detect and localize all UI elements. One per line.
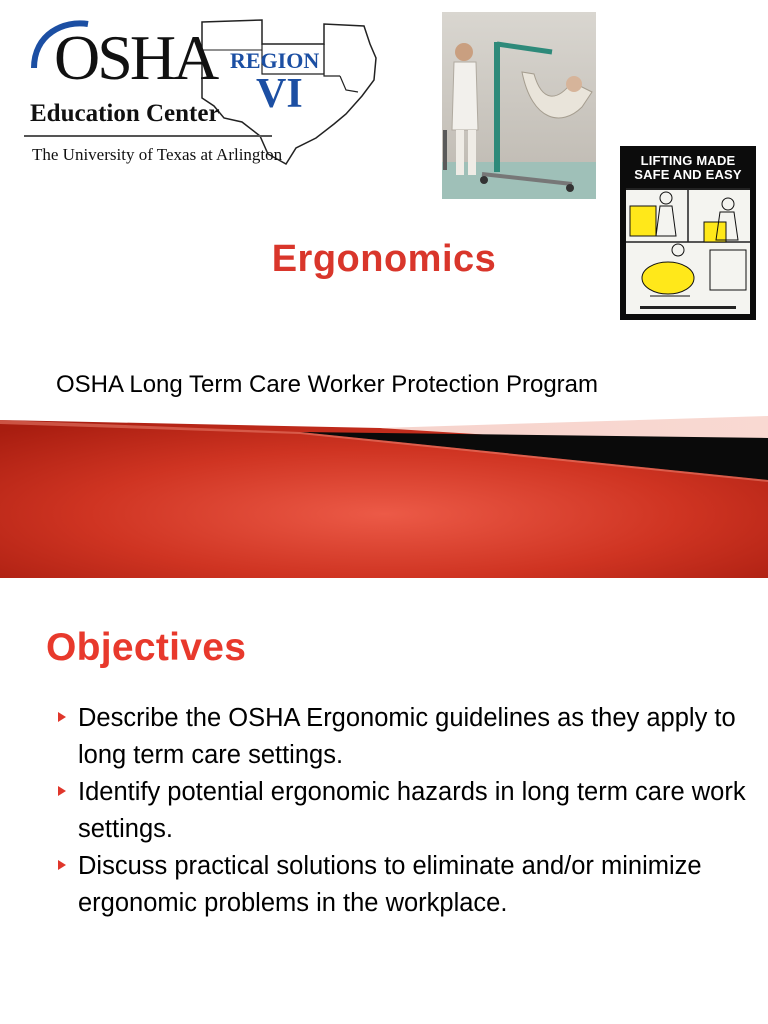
- slide-title-heading: Ergonomics: [271, 238, 497, 280]
- logo-region-number: VI: [256, 71, 303, 117]
- logo-region-label: REGION: [230, 48, 320, 73]
- list-item: [52, 848, 752, 922]
- objectives-list: [52, 700, 752, 922]
- lifting-safety-poster: [620, 146, 756, 320]
- bullet-arrow-icon: [58, 712, 66, 722]
- poster-heading-line1: LIFTING MADE: [640, 153, 736, 168]
- slide-subtitle: OSHA Long Term Care Worker Protection Program: [56, 371, 598, 398]
- red-swoosh-banner: [0, 410, 768, 578]
- list-item-text: Discuss practical solutions to eliminate and/or minimize ergonomic problems in the workplace.: [78, 852, 702, 917]
- osha-education-center-logo: [24, 14, 384, 166]
- logo-acronym: OSHA: [54, 22, 217, 93]
- slide-objectives: [0, 582, 768, 1024]
- poster-heading-line2: SAFE AND EASY: [634, 167, 742, 182]
- logo-divider: [24, 135, 272, 137]
- objectives-heading: Objectives: [46, 626, 247, 669]
- bullet-arrow-icon: [58, 786, 66, 796]
- list-item: [52, 774, 752, 848]
- bullet-arrow-icon: [58, 860, 66, 870]
- list-item-text: Describe the OSHA Ergonomic guidelines as they apply to long term care settings.: [78, 704, 736, 769]
- list-item: [52, 700, 752, 774]
- list-item-text: Identify potential ergonomic hazards in long term care work settings.: [78, 778, 746, 843]
- logo-subtitle: Education Center: [30, 100, 220, 127]
- logo-university: The University of Texas at Arlington: [32, 145, 283, 164]
- patient-lift-photo: [442, 12, 596, 199]
